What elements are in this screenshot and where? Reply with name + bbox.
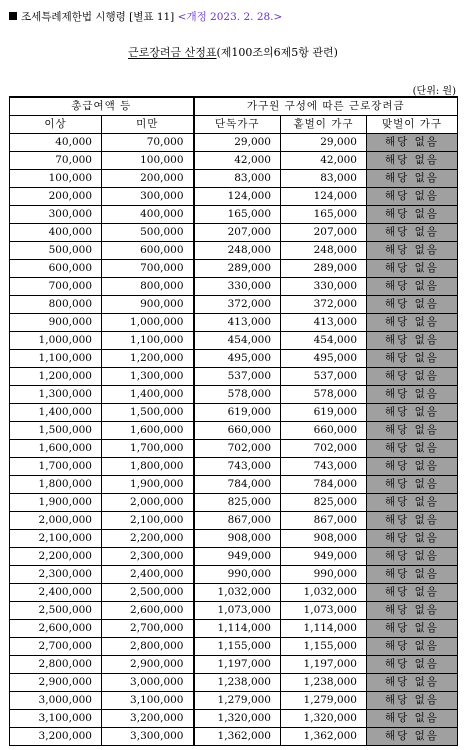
cell-dual-earner: 해당 없음: [367, 512, 458, 530]
cell-single-earner: 289,000: [281, 260, 367, 278]
cell-single: 1,073,000: [194, 602, 281, 620]
column-header-dual-earner: 맞벌이 가구: [367, 116, 458, 134]
table-row: [10, 134, 458, 152]
cell-single-earner: 1,114,000: [281, 620, 367, 638]
cell-income-max: 2,800,000: [102, 638, 194, 656]
table-row: [10, 242, 458, 260]
cell-single: 248,000: [194, 242, 281, 260]
cell-dual-earner: 해당 없음: [367, 134, 458, 152]
cell-dual-earner: 해당 없음: [367, 548, 458, 566]
cell-income-max: 2,500,000: [102, 584, 194, 602]
cell-income-min: 1,100,000: [10, 350, 102, 368]
table-row: [10, 548, 458, 566]
table-row: [10, 152, 458, 170]
cell-single: 207,000: [194, 224, 281, 242]
cell-single: 1,197,000: [194, 656, 281, 674]
cell-single-earner: 825,000: [281, 494, 367, 512]
cell-income-min: 40,000: [10, 134, 102, 152]
cell-dual-earner: 해당 없음: [367, 224, 458, 242]
cell-dual-earner: 해당 없음: [367, 584, 458, 602]
cell-income-max: 2,900,000: [102, 656, 194, 674]
cell-income-min: 300,000: [10, 206, 102, 224]
column-header-single: 단독가구: [194, 116, 281, 134]
cell-income-min: 1,800,000: [10, 476, 102, 494]
table-row: [10, 566, 458, 584]
table-row: [10, 386, 458, 404]
cell-single: 1,320,000: [194, 710, 281, 728]
cell-dual-earner: 해당 없음: [367, 296, 458, 314]
cell-dual-earner: 해당 없음: [367, 206, 458, 224]
table-row: [10, 368, 458, 386]
cell-single-earner: 619,000: [281, 404, 367, 422]
cell-dual-earner: 해당 없음: [367, 476, 458, 494]
cell-single-earner: 248,000: [281, 242, 367, 260]
table-row: [10, 512, 458, 530]
cell-income-max: 600,000: [102, 242, 194, 260]
cell-single: 124,000: [194, 188, 281, 206]
cell-income-max: 500,000: [102, 224, 194, 242]
cell-income-max: 2,000,000: [102, 494, 194, 512]
cell-income-max: 2,600,000: [102, 602, 194, 620]
cell-income-min: 1,700,000: [10, 458, 102, 476]
cell-single: 1,032,000: [194, 584, 281, 602]
cell-single: 165,000: [194, 206, 281, 224]
cell-income-min: 2,200,000: [10, 548, 102, 566]
cell-income-max: 2,300,000: [102, 548, 194, 566]
cell-dual-earner: 해당 없음: [367, 422, 458, 440]
cell-income-min: 800,000: [10, 296, 102, 314]
cell-income-min: 1,200,000: [10, 368, 102, 386]
cell-single-earner: 1,362,000: [281, 728, 367, 746]
group-header-income: 총급여액 등: [10, 97, 194, 116]
cell-income-min: 1,600,000: [10, 440, 102, 458]
cell-single-earner: 743,000: [281, 458, 367, 476]
cell-dual-earner: 해당 없음: [367, 332, 458, 350]
cell-income-max: 1,800,000: [102, 458, 194, 476]
cell-income-min: 3,100,000: [10, 710, 102, 728]
cell-income-min: 2,500,000: [10, 602, 102, 620]
cell-income-max: 3,000,000: [102, 674, 194, 692]
cell-single: 42,000: [194, 152, 281, 170]
cell-single-earner: 1,073,000: [281, 602, 367, 620]
cell-income-min: 2,100,000: [10, 530, 102, 548]
table-row: [10, 476, 458, 494]
cell-single-earner: 908,000: [281, 530, 367, 548]
cell-single-earner: 1,197,000: [281, 656, 367, 674]
cell-income-min: 2,700,000: [10, 638, 102, 656]
cell-single: 1,362,000: [194, 728, 281, 746]
cell-income-max: 1,900,000: [102, 476, 194, 494]
cell-single: 29,000: [194, 134, 281, 152]
cell-income-max: 100,000: [102, 152, 194, 170]
cell-single-earner: 1,279,000: [281, 692, 367, 710]
cell-single-earner: 207,000: [281, 224, 367, 242]
cell-income-max: 1,600,000: [102, 422, 194, 440]
column-header-single-earner: 홑벌이 가구: [281, 116, 367, 134]
table-row: [10, 296, 458, 314]
cell-single: 1,155,000: [194, 638, 281, 656]
cell-dual-earner: 해당 없음: [367, 674, 458, 692]
cell-income-max: 200,000: [102, 170, 194, 188]
cell-single: 372,000: [194, 296, 281, 314]
cell-single-earner: 784,000: [281, 476, 367, 494]
cell-income-max: 1,500,000: [102, 404, 194, 422]
cell-income-min: 700,000: [10, 278, 102, 296]
cell-single-earner: 867,000: [281, 512, 367, 530]
cell-dual-earner: 해당 없음: [367, 278, 458, 296]
cell-dual-earner: 해당 없음: [367, 638, 458, 656]
cell-income-min: 400,000: [10, 224, 102, 242]
cell-single-earner: 990,000: [281, 566, 367, 584]
cell-income-max: 70,000: [102, 134, 194, 152]
cell-income-max: 3,200,000: [102, 710, 194, 728]
cell-income-max: 1,000,000: [102, 314, 194, 332]
cell-income-min: 2,600,000: [10, 620, 102, 638]
cell-income-min: 70,000: [10, 152, 102, 170]
cell-income-min: 1,500,000: [10, 422, 102, 440]
cell-single: 702,000: [194, 440, 281, 458]
table-row: [10, 260, 458, 278]
cell-income-max: 1,300,000: [102, 368, 194, 386]
cell-dual-earner: 해당 없음: [367, 188, 458, 206]
cell-dual-earner: 해당 없음: [367, 566, 458, 584]
table-row: [10, 224, 458, 242]
table-row: [10, 710, 458, 728]
cell-single: 495,000: [194, 350, 281, 368]
cell-income-min: 500,000: [10, 242, 102, 260]
cell-income-max: 700,000: [102, 260, 194, 278]
cell-single-earner: 1,320,000: [281, 710, 367, 728]
table-row: [10, 206, 458, 224]
table-row: [10, 692, 458, 710]
table-row: [10, 188, 458, 206]
cell-single: 908,000: [194, 530, 281, 548]
table-row: [10, 656, 458, 674]
statute-reference: 조세특례제한법 시행령 [별표 11]: [21, 11, 175, 23]
cell-single: 454,000: [194, 332, 281, 350]
cell-income-min: 2,300,000: [10, 566, 102, 584]
table-row: [10, 404, 458, 422]
page-title: [0, 44, 466, 60]
cell-income-min: 100,000: [10, 170, 102, 188]
cell-single: 289,000: [194, 260, 281, 278]
table-row: [10, 170, 458, 188]
cell-income-max: 1,100,000: [102, 332, 194, 350]
cell-dual-earner: 해당 없음: [367, 350, 458, 368]
cell-dual-earner: 해당 없음: [367, 494, 458, 512]
cell-income-max: 2,400,000: [102, 566, 194, 584]
table-row: [10, 314, 458, 332]
cell-dual-earner: 해당 없음: [367, 386, 458, 404]
cell-income-min: 200,000: [10, 188, 102, 206]
document-header: [9, 9, 282, 24]
cell-single-earner: 949,000: [281, 548, 367, 566]
cell-income-max: 3,100,000: [102, 692, 194, 710]
cell-single-earner: 330,000: [281, 278, 367, 296]
cell-income-min: 1,900,000: [10, 494, 102, 512]
table-row: [10, 350, 458, 368]
cell-dual-earner: 해당 없음: [367, 602, 458, 620]
cell-income-min: 3,200,000: [10, 728, 102, 746]
cell-dual-earner: 해당 없음: [367, 242, 458, 260]
table-row: [10, 458, 458, 476]
cell-single-earner: 1,155,000: [281, 638, 367, 656]
cell-income-max: 1,400,000: [102, 386, 194, 404]
cell-single-earner: 124,000: [281, 188, 367, 206]
cell-single-earner: 454,000: [281, 332, 367, 350]
cell-income-max: 1,200,000: [102, 350, 194, 368]
cell-dual-earner: 해당 없음: [367, 440, 458, 458]
table-row: [10, 674, 458, 692]
table-row: [10, 278, 458, 296]
cell-dual-earner: 해당 없음: [367, 620, 458, 638]
cell-income-max: 2,200,000: [102, 530, 194, 548]
cell-single-earner: 165,000: [281, 206, 367, 224]
table-row: [10, 530, 458, 548]
cell-dual-earner: 해당 없음: [367, 368, 458, 386]
table-row: [10, 584, 458, 602]
cell-single-earner: 702,000: [281, 440, 367, 458]
cell-single: 1,114,000: [194, 620, 281, 638]
column-header-min: 이상: [10, 116, 102, 134]
group-header-household: 가구원 구성에 따른 근로장려금: [194, 97, 458, 116]
cell-dual-earner: 해당 없음: [367, 692, 458, 710]
cell-income-max: 2,700,000: [102, 620, 194, 638]
cell-single-earner: 537,000: [281, 368, 367, 386]
cell-single: 413,000: [194, 314, 281, 332]
table-row: [10, 728, 458, 746]
cell-income-min: 2,800,000: [10, 656, 102, 674]
cell-dual-earner: 해당 없음: [367, 314, 458, 332]
table-title: 근로장려금 산정표: [128, 46, 217, 59]
cell-income-min: 1,400,000: [10, 404, 102, 422]
cell-income-max: 400,000: [102, 206, 194, 224]
cell-single: 743,000: [194, 458, 281, 476]
cell-dual-earner: 해당 없음: [367, 728, 458, 746]
cell-income-max: 3,300,000: [102, 728, 194, 746]
cell-single-earner: 42,000: [281, 152, 367, 170]
cell-income-max: 1,700,000: [102, 440, 194, 458]
table-row: [10, 602, 458, 620]
table-body: [10, 134, 458, 746]
cell-income-min: 1,000,000: [10, 332, 102, 350]
cell-single: 1,279,000: [194, 692, 281, 710]
cell-single: 784,000: [194, 476, 281, 494]
cell-income-min: 2,000,000: [10, 512, 102, 530]
cell-dual-earner: 해당 없음: [367, 458, 458, 476]
cell-single-earner: 495,000: [281, 350, 367, 368]
cell-dual-earner: 해당 없음: [367, 656, 458, 674]
cell-single-earner: 83,000: [281, 170, 367, 188]
cell-income-min: 1,300,000: [10, 386, 102, 404]
column-header-max: 미만: [102, 116, 194, 134]
table-row: [10, 440, 458, 458]
amendment-date: <개정 2023. 2. 28.>: [177, 11, 283, 23]
table-title-reference: (제100조의6제5항 관련): [216, 46, 338, 59]
cell-single: 867,000: [194, 512, 281, 530]
table-row: [10, 494, 458, 512]
cell-dual-earner: 해당 없음: [367, 260, 458, 278]
cell-single: 619,000: [194, 404, 281, 422]
cell-dual-earner: 해당 없음: [367, 404, 458, 422]
cell-dual-earner: 해당 없음: [367, 530, 458, 548]
cell-single-earner: 372,000: [281, 296, 367, 314]
cell-dual-earner: 해당 없음: [367, 152, 458, 170]
cell-single: 660,000: [194, 422, 281, 440]
incentive-table: [9, 96, 458, 746]
cell-single-earner: 1,238,000: [281, 674, 367, 692]
cell-single: 330,000: [194, 278, 281, 296]
cell-income-max: 300,000: [102, 188, 194, 206]
cell-single: 1,238,000: [194, 674, 281, 692]
cell-income-min: 3,000,000: [10, 692, 102, 710]
cell-dual-earner: 해당 없음: [367, 170, 458, 188]
cell-single-earner: 413,000: [281, 314, 367, 332]
cell-single: 537,000: [194, 368, 281, 386]
table-row: [10, 422, 458, 440]
cell-income-min: 600,000: [10, 260, 102, 278]
cell-single-earner: 1,032,000: [281, 584, 367, 602]
cell-income-max: 800,000: [102, 278, 194, 296]
cell-single-earner: 660,000: [281, 422, 367, 440]
cell-dual-earner: 해당 없음: [367, 710, 458, 728]
table-row: [10, 638, 458, 656]
black-square-icon: [9, 12, 17, 20]
cell-single: 83,000: [194, 170, 281, 188]
cell-income-max: 900,000: [102, 296, 194, 314]
table-row: [10, 620, 458, 638]
cell-income-min: 2,900,000: [10, 674, 102, 692]
cell-single: 825,000: [194, 494, 281, 512]
table-row: [10, 332, 458, 350]
cell-single: 578,000: [194, 386, 281, 404]
cell-single-earner: 578,000: [281, 386, 367, 404]
cell-income-min: 2,400,000: [10, 584, 102, 602]
cell-single: 990,000: [194, 566, 281, 584]
unit-label: (단위: 원): [412, 86, 456, 97]
cell-income-min: 900,000: [10, 314, 102, 332]
cell-single: 949,000: [194, 548, 281, 566]
cell-single-earner: 29,000: [281, 134, 367, 152]
cell-income-max: 2,100,000: [102, 512, 194, 530]
